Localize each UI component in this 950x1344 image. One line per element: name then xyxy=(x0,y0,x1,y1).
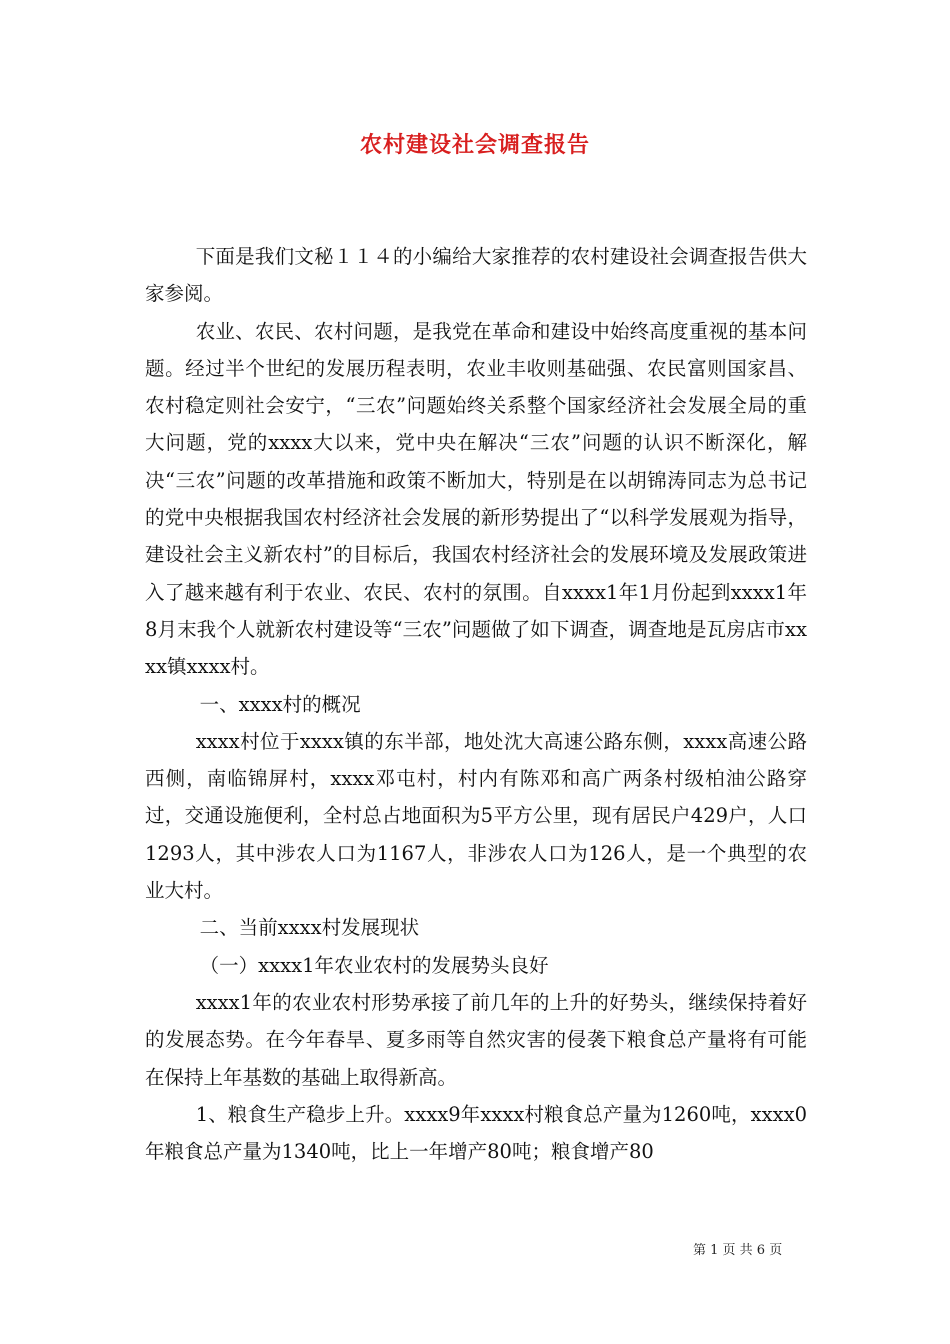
subsection-heading-1: （一）xxxx1年农业农村的发展势头良好 xyxy=(199,953,549,977)
document-title: 农村建设社会调查报告 xyxy=(359,132,590,158)
section-heading-2: 二、当前xxxx村发展现状 xyxy=(199,916,420,940)
paragraph-grain-production: 1、粮食生产稳步上升。xxxx9年xxxx村粮食总产量为1260吨，xxxx0年粮食总产量为1340吨，比上一年增产80吨；粮食增产80 xyxy=(145,1102,807,1164)
page-footer: 第 1 页 共 6 页 xyxy=(693,1243,783,1258)
section-heading-1: 一、xxxx村的概况 xyxy=(199,692,361,716)
paragraph-background: 农业、农民、农村问题，是我党在革命和建设中始终高度重视的基本问题。经过半个世纪的发展历程表明，农业丰收则基础强、农民富则国家昌、农村稳定则社会安宁，“三农”问题始终关系整个国家经济社会发展全局的重大问题，党的xxxx大以来，党中央在解决“三农”问题的认识不断深化，解决“三农”问题的改革措施和政策不断加大，特别是在以胡锦涛同志为总书记的党中央根据我国农村经济社会发展的新形势提出了“以科学发展观为指导，建设社会主义新农村”的目标后，我国农村经济社会的发展环境及发展政策进入了越来越有利于农业、农民、农村的氛围。自xxxx1年1月份起到xxxx1年8月末我个人就新农村建设等“三农”问题做了如下调查，调查地是瓦房店市xxxx镇xxxx村。 xyxy=(145,319,807,679)
document-body xyxy=(145,238,807,1170)
paragraph-village-overview: xxxx村位于xxxx镇的东半部，地处沈大高速公路东侧，xxxx高速公路西侧，南临锦屏村，xxxx邓屯村，村内有陈邓和高广两条村级柏油公路穿过，交通设施便利，全村总占地面积为5平方公里，现有居民户429户，人口1293人，其中涉农人口为1167人，非涉农人口为126人，是一个典型的农业大村。 xyxy=(145,729,807,903)
paragraph-development: xxxx1年的农业农村形势承接了前几年的上升的好势头，继续保持着好的发展态势。在今年春旱、夏多雨等自然灾害的侵袭下粮食总产量将有可能在保持上年基数的基础上取得新高。 xyxy=(145,990,807,1089)
paragraph-intro: 下面是我们文秘１１４的小编给大家推荐的农村建设社会调查报告供大家参阅。 xyxy=(145,245,807,306)
